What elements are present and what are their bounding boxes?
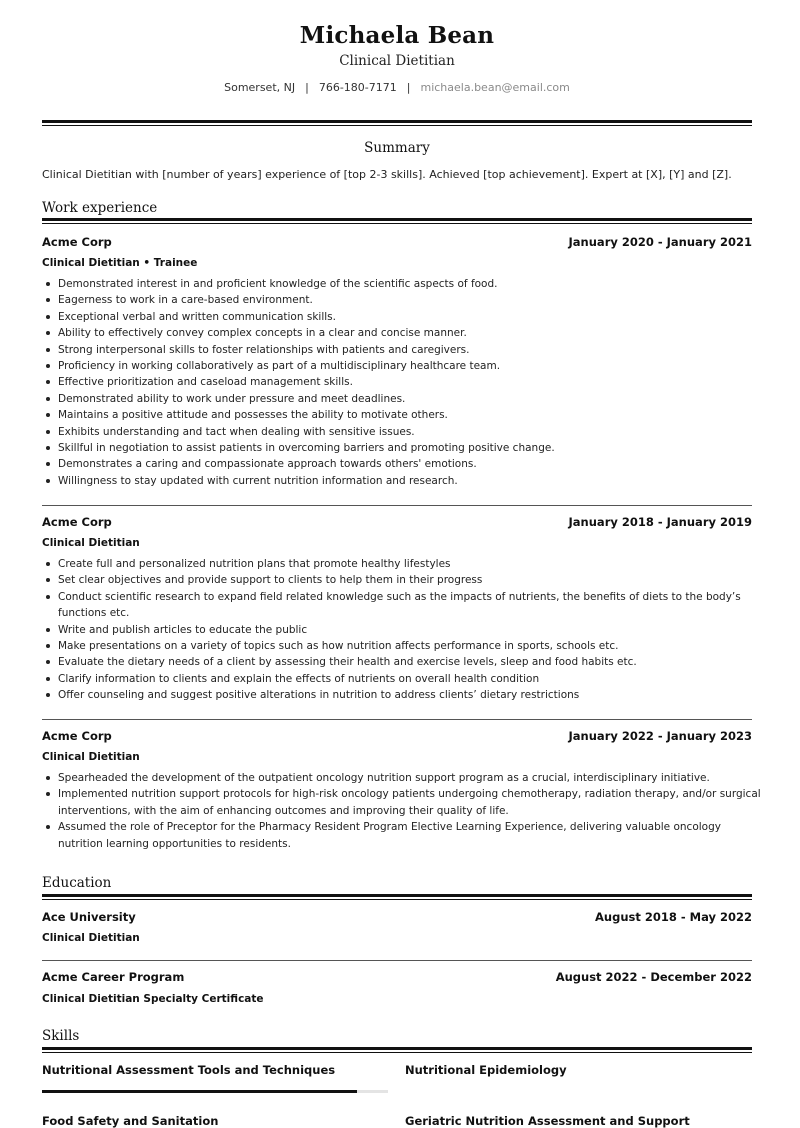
location: Somerset, NJ bbox=[224, 81, 296, 94]
header-divider bbox=[42, 120, 752, 123]
education-entry-dates: August 2018 - May 2022 bbox=[595, 910, 752, 924]
list-item: Offer counseling and suggest positive alterations in nutrition to address clients’ dietary restrictions bbox=[58, 687, 768, 703]
list-item: Effective prioritization and caseload management skills. bbox=[58, 374, 768, 390]
work-entry-org: Acme Corp bbox=[42, 515, 112, 529]
work-entry-role: Clinical Dietitian bbox=[42, 537, 140, 549]
entry-divider bbox=[42, 505, 752, 506]
list-item: Write and publish articles to educate the public bbox=[58, 622, 768, 638]
list-item: Make presentations on a variety of topics such as how nutrition affects performance in sports, schools etc. bbox=[58, 638, 768, 654]
section-divider bbox=[42, 223, 752, 224]
work-entry-role: Clinical Dietitian • Trainee bbox=[42, 257, 198, 269]
work-entry-bullets bbox=[42, 770, 768, 852]
skill-name: Geriatric Nutrition Assessment and Support bbox=[405, 1114, 690, 1128]
work-heading: Work experience bbox=[42, 200, 158, 216]
list-item: Clarify information to clients and explain the effects of nutrients on overall health condition bbox=[58, 671, 768, 687]
skill-level-bar bbox=[42, 1090, 388, 1093]
work-entry-dates: January 2018 - January 2019 bbox=[568, 515, 752, 529]
education-heading: Education bbox=[42, 875, 112, 891]
list-item: Eagerness to work in a care-based environment. bbox=[58, 292, 768, 308]
phone: 766-180-7171 bbox=[318, 81, 397, 94]
list-item: Willingness to stay updated with current nutrition information and research. bbox=[58, 473, 768, 489]
summary-text: Clinical Dietitian with [number of years] experience of [top 2-3 skills]. Achieved [top achievement]. Expert at [X], [Y] and [Z]. bbox=[42, 168, 732, 181]
section-divider bbox=[42, 894, 752, 897]
list-item: Demonstrates a caring and compassionate approach towards others' emotions. bbox=[58, 456, 768, 472]
education-entry-degree: Clinical Dietitian Specialty Certificate bbox=[42, 993, 264, 1005]
list-item: Assumed the role of Preceptor for the Pharmacy Resident Program Elective Learning Experience, delivering valuable oncology nutrition learning opportunities to residents. bbox=[58, 819, 768, 852]
section-divider bbox=[42, 1052, 752, 1053]
list-item: Maintains a positive attitude and possesses the ability to motivate others. bbox=[58, 407, 768, 423]
education-entry-dates: August 2022 - December 2022 bbox=[555, 970, 752, 984]
entry-divider bbox=[42, 719, 752, 720]
list-item: Exhibits understanding and tact when dealing with sensitive issues. bbox=[58, 424, 768, 440]
list-item: Proficiency in working collaboratively as part of a multidisciplinary healthcare team. bbox=[58, 358, 768, 374]
skill-name: Nutritional Assessment Tools and Techniques bbox=[42, 1063, 336, 1077]
contact-line bbox=[42, 81, 752, 94]
list-item: Strong interpersonal skills to foster relationships with patients and caregivers. bbox=[58, 342, 768, 358]
separator: | bbox=[406, 81, 411, 94]
entry-divider bbox=[42, 960, 752, 961]
candidate-title: Clinical Dietitian bbox=[339, 53, 455, 69]
separator: | bbox=[305, 81, 309, 94]
skills-heading: Skills bbox=[42, 1028, 80, 1044]
list-item: Demonstrated ability to work under pressure and meet deadlines. bbox=[58, 391, 768, 407]
section-divider bbox=[42, 218, 752, 221]
education-entry-degree: Clinical Dietitian bbox=[42, 932, 140, 944]
work-entry-role: Clinical Dietitian bbox=[42, 751, 140, 763]
section-divider bbox=[42, 1047, 752, 1050]
work-entry-bullets bbox=[42, 276, 768, 489]
header-divider bbox=[42, 125, 752, 126]
list-item: Skillful in negotiation to assist patients in overcoming barriers and promoting positive change. bbox=[58, 440, 768, 456]
list-item: Spearheaded the development of the outpatient oncology nutrition support program as a crucial, interdisciplinary initiative. bbox=[58, 770, 768, 786]
skill-level-fill bbox=[42, 1090, 357, 1093]
skill-name: Food Safety and Sanitation bbox=[42, 1114, 219, 1128]
email-link[interactable]: michaela.bean@email.com bbox=[420, 81, 570, 94]
work-entry-dates: January 2022 - January 2023 bbox=[568, 729, 752, 743]
education-entry-org: Ace University bbox=[42, 910, 136, 924]
summary-heading: Summary bbox=[364, 140, 430, 156]
list-item: Ability to effectively convey complex concepts in a clear and concise manner. bbox=[58, 325, 768, 341]
work-entry-org: Acme Corp bbox=[42, 235, 112, 249]
list-item: Set clear objectives and provide support to clients to help them in their progress bbox=[58, 572, 768, 588]
section-divider bbox=[42, 899, 752, 900]
list-item: Conduct scientific research to expand field related knowledge such as the impacts of nutrients, the benefits of diets to the body’s functions etc. bbox=[58, 589, 768, 622]
list-item: Demonstrated interest in and proficient knowledge of the scientific aspects of food. bbox=[58, 276, 768, 292]
list-item: Implemented nutrition support protocols for high-risk oncology patients undergoing chemotherapy, radiation therapy, and/or surgical interventions, with the aim of enhancing outcomes and improving their quality of life. bbox=[58, 786, 768, 819]
work-entry-bullets bbox=[42, 556, 768, 704]
candidate-name: Michaela Bean bbox=[299, 22, 495, 49]
list-item: Evaluate the dietary needs of a client by assessing their health and exercise levels, sleep and food habits etc. bbox=[58, 654, 768, 670]
list-item: Exceptional verbal and written communication skills. bbox=[58, 309, 768, 325]
work-entry-dates: January 2020 - January 2021 bbox=[568, 235, 752, 249]
work-entry-org: Acme Corp bbox=[42, 729, 112, 743]
education-entry-org: Acme Career Program bbox=[42, 970, 185, 984]
skill-name: Nutritional Epidemiology bbox=[405, 1063, 567, 1077]
list-item: Create full and personalized nutrition plans that promote healthy lifestyles bbox=[58, 556, 768, 572]
